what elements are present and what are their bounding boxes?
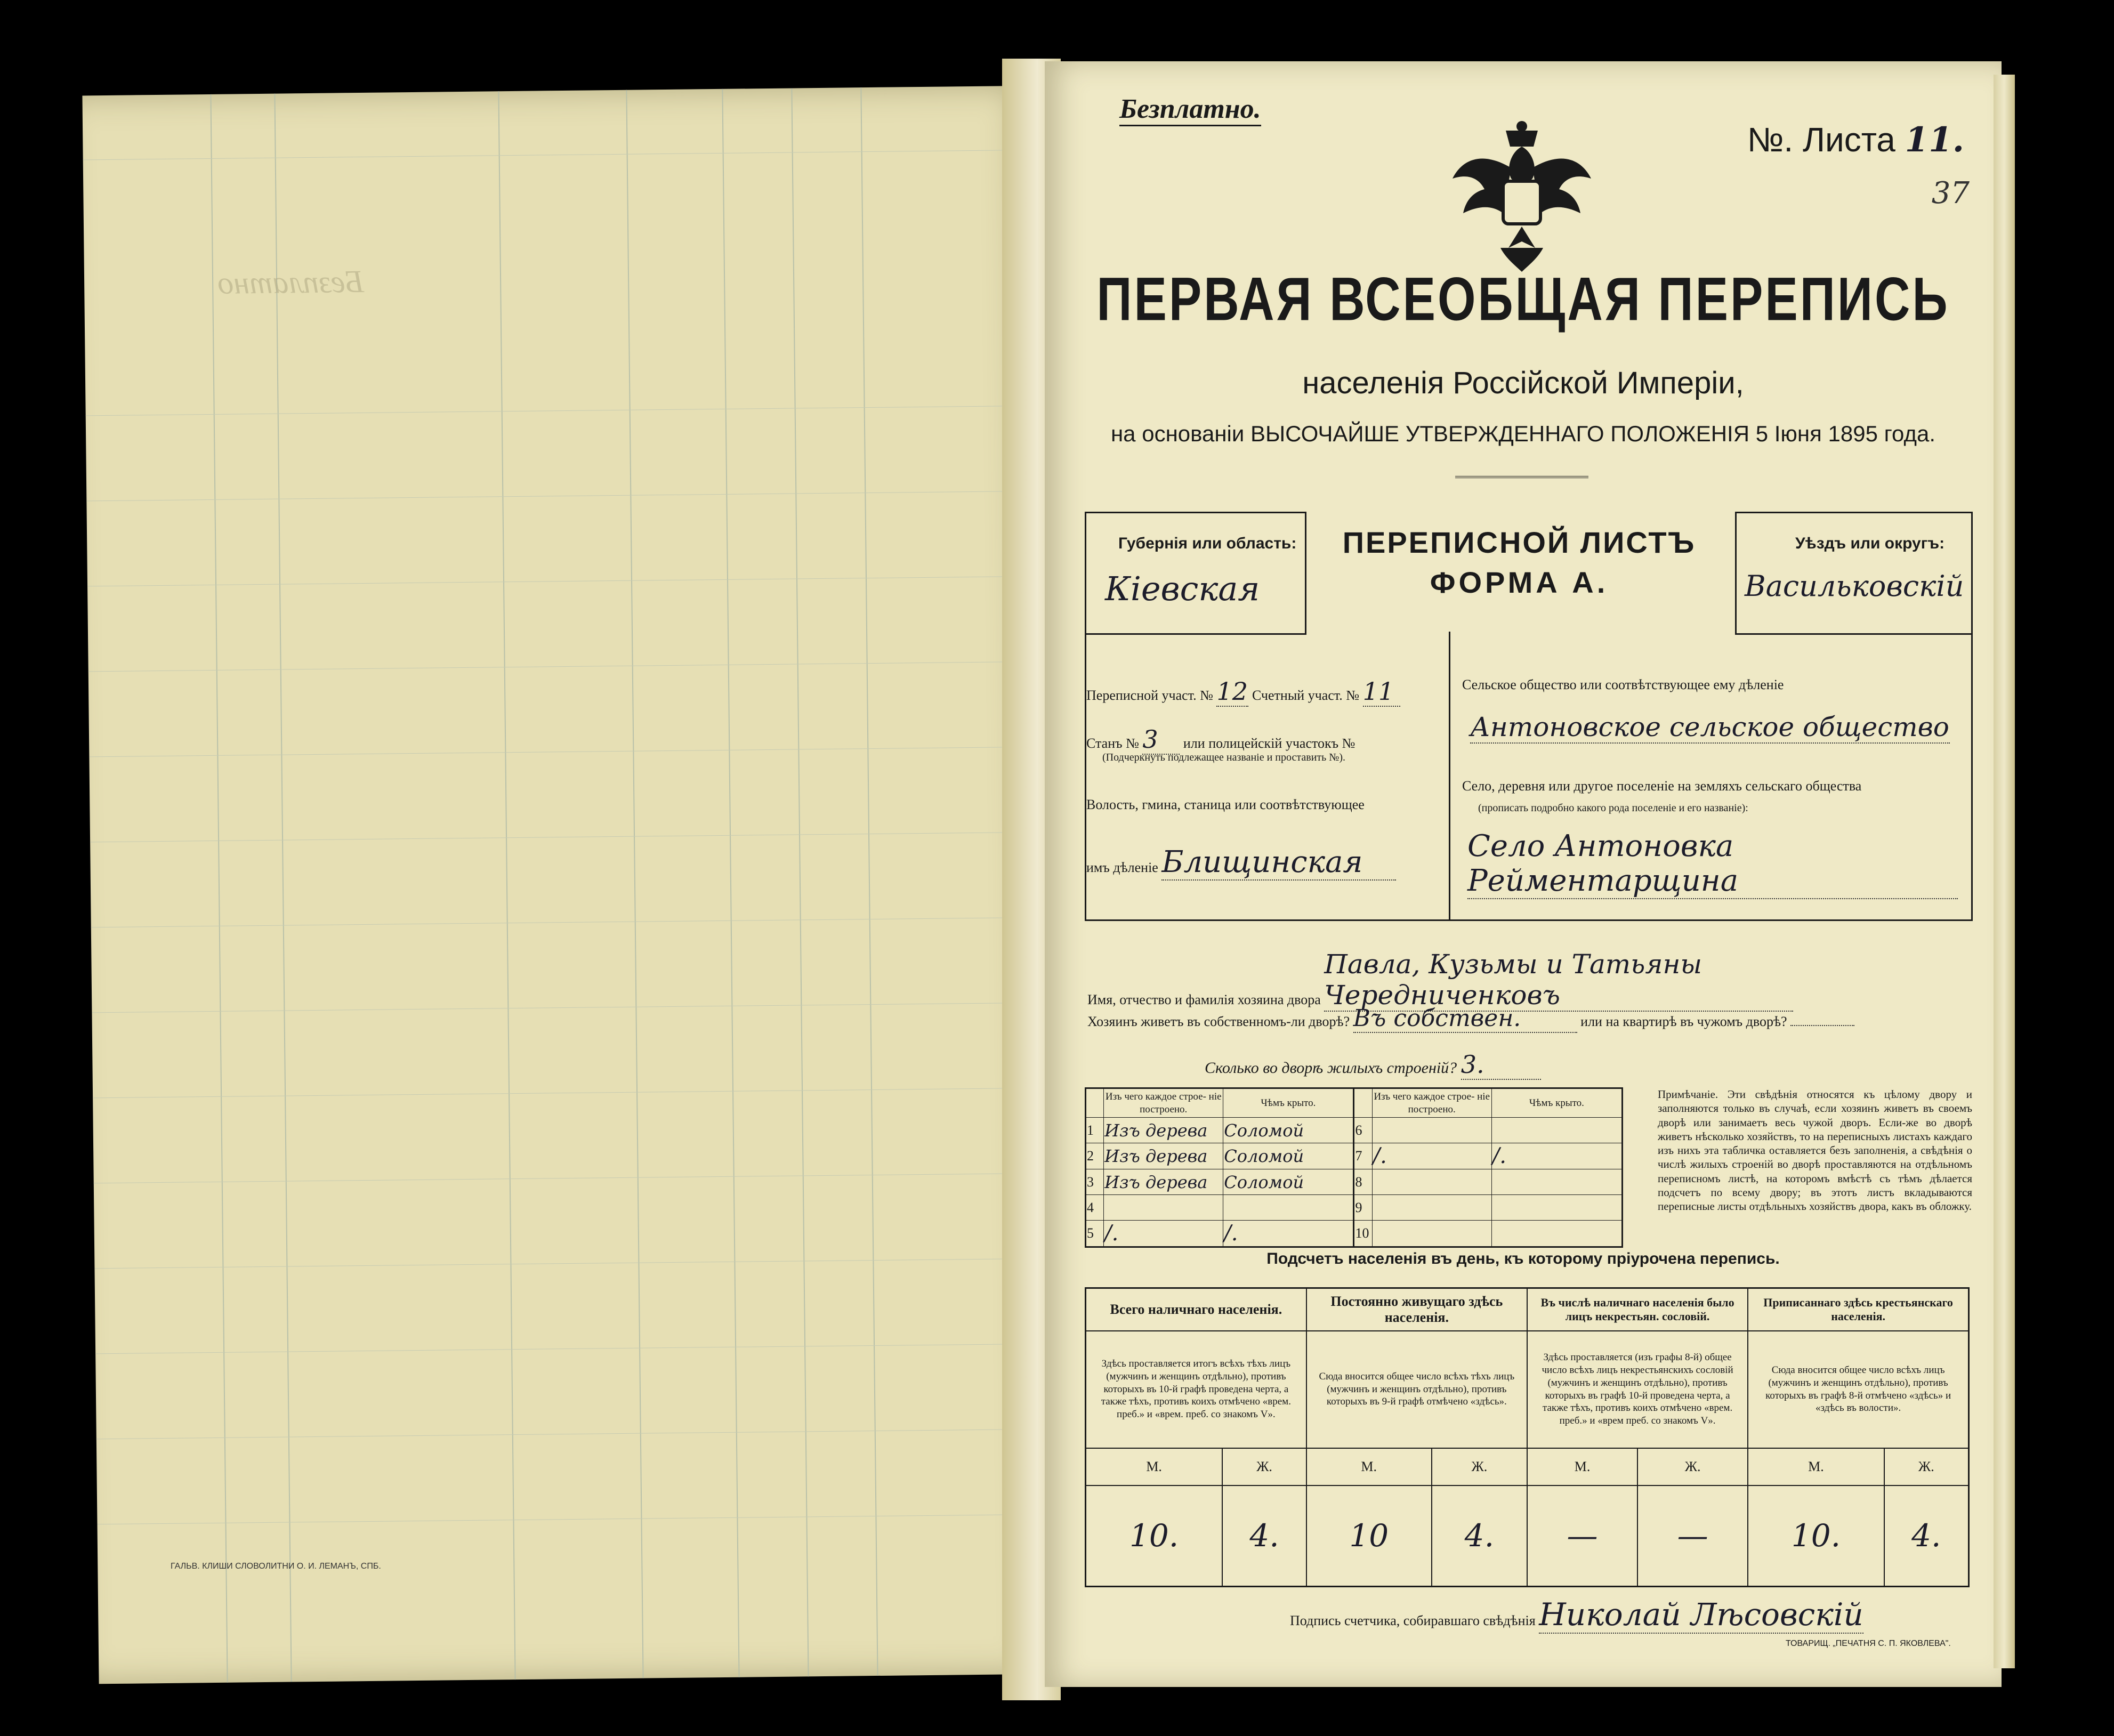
owner-label: Имя, отчество и фамилія хозяина двора [1087, 992, 1321, 1007]
signature-value: Николай Лѣсовскій [1539, 1596, 1863, 1633]
signature-row [1290, 1596, 1863, 1634]
district-label: Уѣздъ или округъ: [1795, 535, 1945, 552]
rent-label: или на квартирѣ въ чужомъ дворѣ? [1580, 1014, 1787, 1029]
building-material: Изъ дерева [1104, 1143, 1223, 1169]
camp-value: 3 [1142, 725, 1180, 755]
buildings-table [1085, 1087, 1623, 1248]
district-box [1735, 512, 1973, 635]
printer-imprint-right: ТОВАРИЩ. „ПЕЧАТНЯ С. П. ЯКОВЛЕВА". [1786, 1639, 1951, 1648]
col-roof-left: Чѣмъ крыто. [1223, 1088, 1354, 1118]
legal-basis: на основаніи ВЫСОЧАЙШЕ УТВЕРЖДЕННАГО ПОЛОЖЕНІЯ 5 Іюня 1895 года. [1110, 421, 1935, 446]
building-material: /. [1104, 1221, 1223, 1247]
form-name-line-2: ФОРМА А. [1430, 566, 1609, 599]
camp-row [1086, 725, 1355, 755]
form-title: ПЕРВАЯ ВСЕОБЩАЯ ПЕРЕПИСЬ [1096, 265, 1950, 334]
total-male-value: 10. [1086, 1485, 1223, 1587]
resident-female-value: 4. [1432, 1485, 1527, 1587]
population-col-title: Въ числѣ наличнаго населенія было лицъ некрестьян. сословій. [1527, 1288, 1748, 1331]
peasant-male-value: 10. [1748, 1485, 1884, 1587]
province-box [1085, 512, 1306, 635]
building-material: Изъ дерева [1104, 1118, 1223, 1143]
buildings-row [1205, 1050, 1541, 1080]
building-material [1372, 1195, 1491, 1221]
buildings-label: Сколько во дворѣ жилыхъ строеній? [1205, 1059, 1457, 1077]
building-roof [1491, 1195, 1622, 1221]
village-note: (прописать подробно какого рода поселеніе и его названіе): [1478, 802, 1748, 814]
free-label: Безплатно. [1119, 93, 1261, 126]
society-value: Антоновское сельское общество [1470, 712, 1949, 742]
building-material [1372, 1169, 1491, 1195]
nonpeasant-female-value: — [1637, 1485, 1748, 1587]
society-label: Сельское общество или соотвѣтствующее ему дѣленіе [1462, 677, 1784, 692]
location-section [1085, 632, 1973, 921]
population-col-desc: Сюда вносится общее число всѣхъ лицъ (мужчинъ и женщинъ отдѣльно), противъ которыхъ въ графѣ 8-й отмѣчено «здѣсь» и «здѣсь въ волости». [1748, 1331, 1968, 1448]
province-label: Губернія или область: [1118, 535, 1297, 552]
building-roof: Соломой [1223, 1169, 1354, 1195]
building-material [1372, 1118, 1491, 1143]
col-material-left: Изъ чего каждое строе- ніе построено. [1104, 1088, 1223, 1118]
sheet-number-label: №. Листа [1747, 120, 1895, 159]
imperial-eagle-icon [1442, 120, 1602, 274]
village-value: Село Антоновка Рейментарщина [1467, 829, 1958, 899]
building-material: Изъ дерева [1104, 1169, 1223, 1195]
population-table [1085, 1287, 1970, 1587]
census-form-page [1045, 61, 2002, 1687]
male-header: М. [1306, 1448, 1432, 1485]
village-label: Село, деревня или другое поселеніе на земляхъ сельскаго общества [1462, 778, 1862, 794]
resident-male-value: 10 [1306, 1485, 1432, 1587]
own-yard-value: Въ собствен. [1353, 1005, 1577, 1033]
building-row: 4 9 [1086, 1195, 1623, 1221]
province-value: Кіевская [1105, 569, 1260, 608]
peasant-female-value: 4. [1884, 1485, 1969, 1587]
building-row: 2 Изъ дерева Соломой 7 /. /. [1086, 1143, 1623, 1169]
form-subtitle: населенія Россійской Имперіи, [1302, 366, 1744, 400]
signature-label: Подпись счетчика, собиравшаго свѣдѣнія [1290, 1613, 1536, 1628]
female-header: Ж. [1432, 1448, 1527, 1485]
volost-row [1086, 845, 1396, 881]
building-row: 5 /. /. 10 [1086, 1221, 1623, 1247]
camp-note: (Подчеркнуть подлежащее названіе и проставить №). [1102, 752, 1345, 763]
census-section-label: Переписной участ. № [1086, 688, 1213, 703]
population-heading: Подсчетъ населенія въ день, къ которому пріурочена перепись. [1266, 1250, 1780, 1267]
female-header: Ж. [1637, 1448, 1748, 1485]
owner-value: Павла, Кузьмы и Татьяны Чередниченковъ [1324, 949, 1793, 1012]
col-roof-right: Чѣмъ крыто. [1491, 1088, 1622, 1118]
population-col-desc: Здѣсь проставляется (изъ графы 8-й) общее число всѣхъ лицъ некрестьянскихъ сословій (мужчинъ и женщинъ отдѣльно), противъ которыхъ въ графѣ 10-й проведена черта, а также тѣхъ, противъ коихъ отмѣчено «врем. преб.» и «врем преб. со знакомъ V». [1527, 1331, 1748, 1448]
building-roof: Соломой [1223, 1143, 1354, 1169]
col-material-right: Изъ чего каждое строе- ніе построено. [1372, 1088, 1491, 1118]
form-name-line-1: ПЕРЕПИСНОЙ ЛИСТЪ [1342, 526, 1696, 559]
police-label: или полицейскій участокъ № [1183, 736, 1355, 751]
archive-number: 37 [1931, 176, 1970, 211]
form-name [1327, 525, 1711, 600]
female-header: Ж. [1884, 1448, 1969, 1485]
ornament-divider [1455, 476, 1588, 478]
building-row: 1 Изъ дерева Соломой 6 [1086, 1118, 1623, 1143]
volost-value: Блищинская [1161, 845, 1396, 881]
volost-label-2: имъ дѣленіе [1086, 860, 1158, 875]
nonpeasant-male-value: — [1527, 1485, 1637, 1587]
building-roof: /. [1223, 1221, 1354, 1247]
population-col-desc: Здѣсь проставляется итогъ всѣхъ тѣхъ лицъ (мужчинъ и женщинъ отдѣльно), противъ которыхъ въ 10-й графѣ проведена черта, а также тѣхъ, противъ коихъ отмѣчено «врем. преб.» и «врем. преб. со знакомъ V». [1086, 1331, 1306, 1448]
female-header: Ж. [1222, 1448, 1306, 1485]
district-value: Васильковскій [1745, 569, 1964, 603]
census-section-row [1086, 677, 1400, 707]
printer-imprint-left: ГАЛЬВ. КЛИШИ СЛОВОЛИТНИ О. И. ЛЕМАНЪ, СПБ. [171, 1562, 381, 1571]
buildings-value: 3. [1461, 1050, 1541, 1080]
own-yard-label: Хозяинъ живетъ въ собственномъ-ли дворѣ? [1087, 1014, 1350, 1029]
building-roof: Соломой [1223, 1118, 1354, 1143]
building-roof [1491, 1221, 1622, 1247]
population-col-title: Всего наличнаго населенія. [1086, 1288, 1306, 1331]
count-section-label: Счетный участ. № [1252, 688, 1360, 703]
camp-label: Станъ № [1086, 736, 1139, 751]
own-yard-row [1087, 1005, 1854, 1033]
building-roof [1491, 1169, 1622, 1195]
building-roof [1491, 1118, 1622, 1143]
building-roof: /. [1491, 1143, 1622, 1169]
buildings-note: Примѣчаніе. Эти свѣдѣнія относятся къ цѣлому двору и заполняются только въ случаѣ, если хозяинъ живетъ въ своемъ дворѣ или занимаетъ весь чужой дворъ. Если-же во дворѣ живетъ нѣсколько хозяйствъ, то на переписныхъ листахъ каждаго изъ нихъ эта табличка оставляется безъ заполненія, а свѣдѣнія о числѣ жилыхъ строеній во дворѣ проставляются на отдѣльномъ переписномъ листѣ, на которомъ вмѣстѣ съ тѣмъ дѣлается подсчетъ по всему двору; въ этотъ листъ вкладываются переписные листы отдѣльныхъ хозяйствъ двора, какъ въ обложку. [1658, 1088, 1972, 1213]
male-header: М. [1086, 1448, 1223, 1485]
sheet-number [1747, 120, 1964, 160]
building-material [1372, 1221, 1491, 1247]
male-header: М. [1527, 1448, 1637, 1485]
population-col-title: Постоянно живущаго здѣсь населенія. [1306, 1288, 1527, 1331]
total-female-value: 4. [1222, 1485, 1306, 1587]
building-row: 3 Изъ дерева Соломой 8 [1086, 1169, 1623, 1195]
male-header: М. [1748, 1448, 1884, 1485]
building-material: /. [1372, 1143, 1491, 1169]
count-section-value: 11 [1363, 677, 1400, 707]
bleed-through-text: Безплатно [217, 263, 365, 301]
building-material [1104, 1195, 1223, 1221]
volost-label-1: Волость, гмина, станица или соотвѣтствующее [1086, 797, 1365, 812]
census-section-value: 12 [1216, 677, 1248, 706]
left-page [82, 86, 1053, 1684]
sheet-number-value: 11. [1905, 120, 1964, 160]
page-edge [1994, 75, 2015, 1668]
population-col-desc: Сюда вносится общее число всѣхъ тѣхъ лицъ (мужчинъ и женщинъ отдѣльно), противъ которыхъ въ 9-й графѣ отмѣчено «здѣсь». [1306, 1331, 1527, 1448]
population-col-title: Приписаннаго здѣсь крестьянскаго населенія. [1748, 1288, 1968, 1331]
building-roof [1223, 1195, 1354, 1221]
owner-row [1087, 949, 1793, 1012]
